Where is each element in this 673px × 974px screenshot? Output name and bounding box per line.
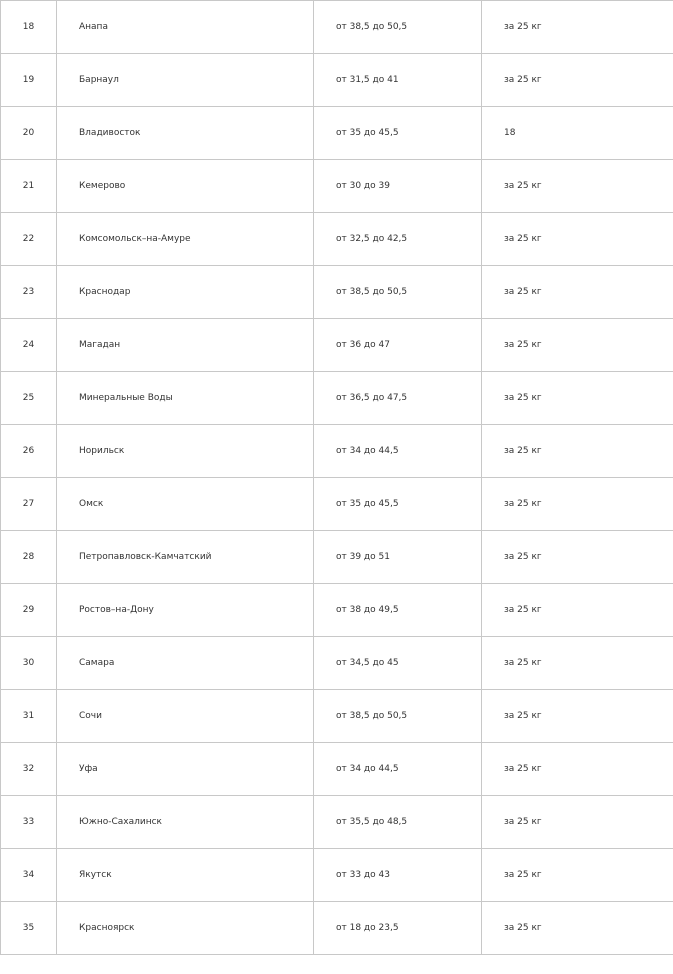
table-row bbox=[1, 849, 673, 902]
unit-cell: за 25 кг bbox=[482, 54, 673, 107]
row-number-cell: 26 bbox=[1, 425, 57, 478]
row-number-cell: 22 bbox=[1, 213, 57, 266]
row-number-cell: 21 bbox=[1, 160, 57, 213]
city-cell: Ростов–на-Дону bbox=[57, 584, 314, 637]
price-cell: от 34,5 до 45 bbox=[314, 637, 482, 690]
city-cell: Анапа bbox=[57, 1, 314, 54]
price-cell: от 18 до 23,5 bbox=[314, 902, 482, 955]
price-cell: от 36 до 47 bbox=[314, 319, 482, 372]
city-cell: Южно-Сахалинск bbox=[57, 796, 314, 849]
table-row bbox=[1, 902, 673, 955]
row-number-cell: 23 bbox=[1, 266, 57, 319]
city-cell: Омск bbox=[57, 478, 314, 531]
table-row bbox=[1, 266, 673, 319]
table-row bbox=[1, 637, 673, 690]
unit-cell: за 25 кг bbox=[482, 266, 673, 319]
table-row bbox=[1, 743, 673, 796]
row-number-cell: 19 bbox=[1, 54, 57, 107]
table-row bbox=[1, 425, 673, 478]
city-cell: Барнаул bbox=[57, 54, 314, 107]
city-cell: Якутск bbox=[57, 849, 314, 902]
price-cell: от 38,5 до 50,5 bbox=[314, 690, 482, 743]
unit-cell: за 25 кг bbox=[482, 425, 673, 478]
unit-cell: за 25 кг bbox=[482, 1, 673, 54]
unit-cell: за 25 кг bbox=[482, 690, 673, 743]
city-cell: Сочи bbox=[57, 690, 314, 743]
unit-cell: за 25 кг bbox=[482, 849, 673, 902]
city-cell: Красноярск bbox=[57, 902, 314, 955]
row-number-cell: 29 bbox=[1, 584, 57, 637]
unit-cell: за 25 кг bbox=[482, 796, 673, 849]
table-row bbox=[1, 1, 673, 54]
unit-cell: за 25 кг bbox=[482, 160, 673, 213]
table-row bbox=[1, 107, 673, 160]
row-number-cell: 33 bbox=[1, 796, 57, 849]
city-cell: Самара bbox=[57, 637, 314, 690]
unit-cell: 18 bbox=[482, 107, 673, 160]
table-row bbox=[1, 796, 673, 849]
table-row bbox=[1, 584, 673, 637]
unit-cell: за 25 кг bbox=[482, 478, 673, 531]
price-cell: от 33 до 43 bbox=[314, 849, 482, 902]
row-number-cell: 20 bbox=[1, 107, 57, 160]
city-cell: Петропавловск-Камчатский bbox=[57, 531, 314, 584]
city-cell: Владивосток bbox=[57, 107, 314, 160]
table-row bbox=[1, 478, 673, 531]
price-cell: от 32,5 до 42,5 bbox=[314, 213, 482, 266]
price-cell: от 30 до 39 bbox=[314, 160, 482, 213]
price-cell: от 36,5 до 47,5 bbox=[314, 372, 482, 425]
city-cell: Магадан bbox=[57, 319, 314, 372]
city-cell: Краснодар bbox=[57, 266, 314, 319]
table-row bbox=[1, 319, 673, 372]
row-number-cell: 34 bbox=[1, 849, 57, 902]
table-row bbox=[1, 531, 673, 584]
price-cell: от 35 до 45,5 bbox=[314, 478, 482, 531]
city-cell: Уфа bbox=[57, 743, 314, 796]
unit-cell: за 25 кг bbox=[482, 372, 673, 425]
price-cell: от 38,5 до 50,5 bbox=[314, 266, 482, 319]
city-cell: Комсомольск–на-Амуре bbox=[57, 213, 314, 266]
price-cell: от 35,5 до 48,5 bbox=[314, 796, 482, 849]
city-cell: Норильск bbox=[57, 425, 314, 478]
row-number-cell: 18 bbox=[1, 1, 57, 54]
price-cell: от 39 до 51 bbox=[314, 531, 482, 584]
table-row bbox=[1, 54, 673, 107]
price-cell: от 38,5 до 50,5 bbox=[314, 1, 482, 54]
city-cell: Кемерово bbox=[57, 160, 314, 213]
price-cell: от 35 до 45,5 bbox=[314, 107, 482, 160]
unit-cell: за 25 кг bbox=[482, 531, 673, 584]
price-cell: от 38 до 49,5 bbox=[314, 584, 482, 637]
city-cell: Минеральные Воды bbox=[57, 372, 314, 425]
row-number-cell: 24 bbox=[1, 319, 57, 372]
price-cell: от 31,5 до 41 bbox=[314, 54, 482, 107]
row-number-cell: 31 bbox=[1, 690, 57, 743]
table-row bbox=[1, 160, 673, 213]
unit-cell: за 25 кг bbox=[482, 902, 673, 955]
price-cell: от 34 до 44,5 bbox=[314, 743, 482, 796]
unit-cell: за 25 кг bbox=[482, 584, 673, 637]
row-number-cell: 27 bbox=[1, 478, 57, 531]
table-row bbox=[1, 690, 673, 743]
table-row bbox=[1, 213, 673, 266]
row-number-cell: 30 bbox=[1, 637, 57, 690]
unit-cell: за 25 кг bbox=[482, 319, 673, 372]
row-number-cell: 35 bbox=[1, 902, 57, 955]
price-cell: от 34 до 44,5 bbox=[314, 425, 482, 478]
price-table-body bbox=[1, 1, 673, 955]
unit-cell: за 25 кг bbox=[482, 213, 673, 266]
unit-cell: за 25 кг bbox=[482, 637, 673, 690]
unit-cell: за 25 кг bbox=[482, 743, 673, 796]
table-row bbox=[1, 372, 673, 425]
row-number-cell: 25 bbox=[1, 372, 57, 425]
row-number-cell: 32 bbox=[1, 743, 57, 796]
row-number-cell: 28 bbox=[1, 531, 57, 584]
